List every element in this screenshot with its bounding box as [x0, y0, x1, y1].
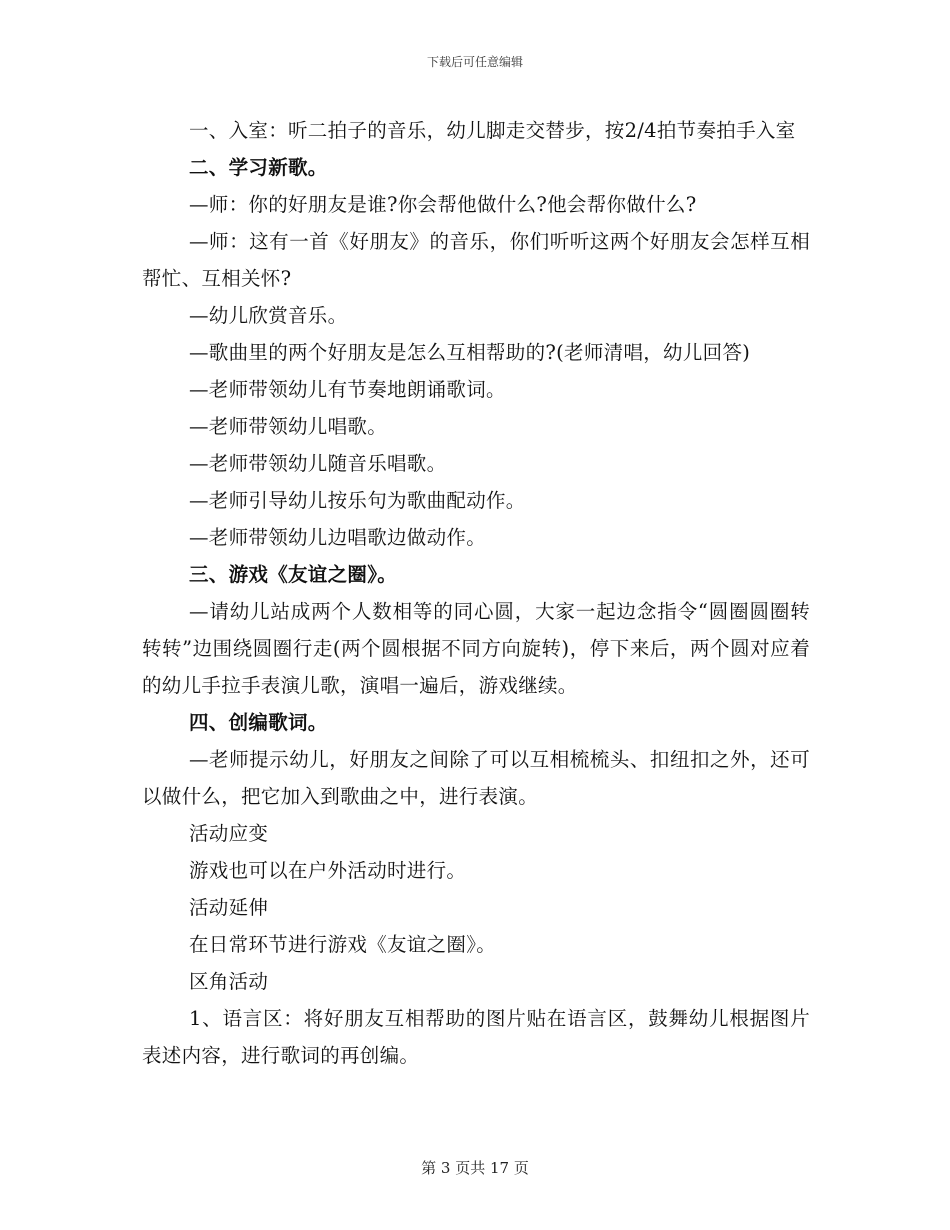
paragraph: 游戏也可以在户外活动时进行。 — [189, 859, 467, 882]
section-heading: 二、学习新歌。 — [189, 156, 328, 179]
subheading: 区角活动 — [189, 970, 269, 993]
paragraph: —歌曲里的两个好朋友是怎么互相帮助的?(老师清唱，幼儿回答) — [189, 341, 751, 364]
section-heading: 三、游戏《友谊之圈》。 — [189, 563, 398, 586]
paragraph: —老师带领幼儿随音乐唱歌。 — [189, 452, 447, 475]
paragraph: —师：你的好朋友是谁?你会帮他做什么?他会帮你做什么? — [189, 193, 697, 216]
paragraph: —老师带领幼儿边唱歌边做动作。 — [189, 526, 487, 549]
paragraph: 在日常环节进行游戏《友谊之圈》。 — [189, 933, 497, 956]
paragraph: —幼儿欣赏音乐。 — [189, 304, 348, 327]
page-header: 下载后可任意编辑 — [426, 55, 523, 69]
paragraph: —师：这有一首《好朋友》的音乐，你们听听这两个好朋友会怎样互相帮忙、互相关怀? — [142, 230, 810, 290]
paragraph: —请幼儿站成两个人数相等的同心圆，大家一起边念指令“圆圈圆圈转转转”边围绕圆圈行走(两个圆根据不同方向旋转)，停下来后，两个圆对应着的幼儿手拉手表演儿歌，演唱一遍后，游戏继续。 — [142, 600, 810, 697]
section-heading: 四、创编歌词。 — [189, 711, 328, 734]
paragraph: 1、语言区：将好朋友互相帮助的图片贴在语言区，鼓舞幼儿根据图片表述内容，进行歌词的再创编。 — [142, 1007, 810, 1067]
page-footer: 第 3 页共 17 页 — [421, 1159, 529, 1177]
paragraph: —老师提示幼儿，好朋友之间除了可以互相梳梳头、扣纽扣之外，还可以做什么，把它加入到歌曲之中，进行表演。 — [142, 748, 810, 808]
paragraph: 一、入室：听二拍子的音乐，幼儿脚走交替步，按2/4拍节奏拍手入室 — [189, 119, 796, 142]
paragraph: —老师引导幼儿按乐句为歌曲配动作。 — [189, 489, 526, 512]
paragraph: —老师带领幼儿唱歌。 — [189, 415, 388, 438]
paragraph: —老师带领幼儿有节奏地朗诵歌词。 — [189, 378, 506, 401]
subheading: 活动延伸 — [189, 896, 269, 919]
subheading: 活动应变 — [189, 822, 269, 845]
document-body — [142, 112, 810, 1074]
